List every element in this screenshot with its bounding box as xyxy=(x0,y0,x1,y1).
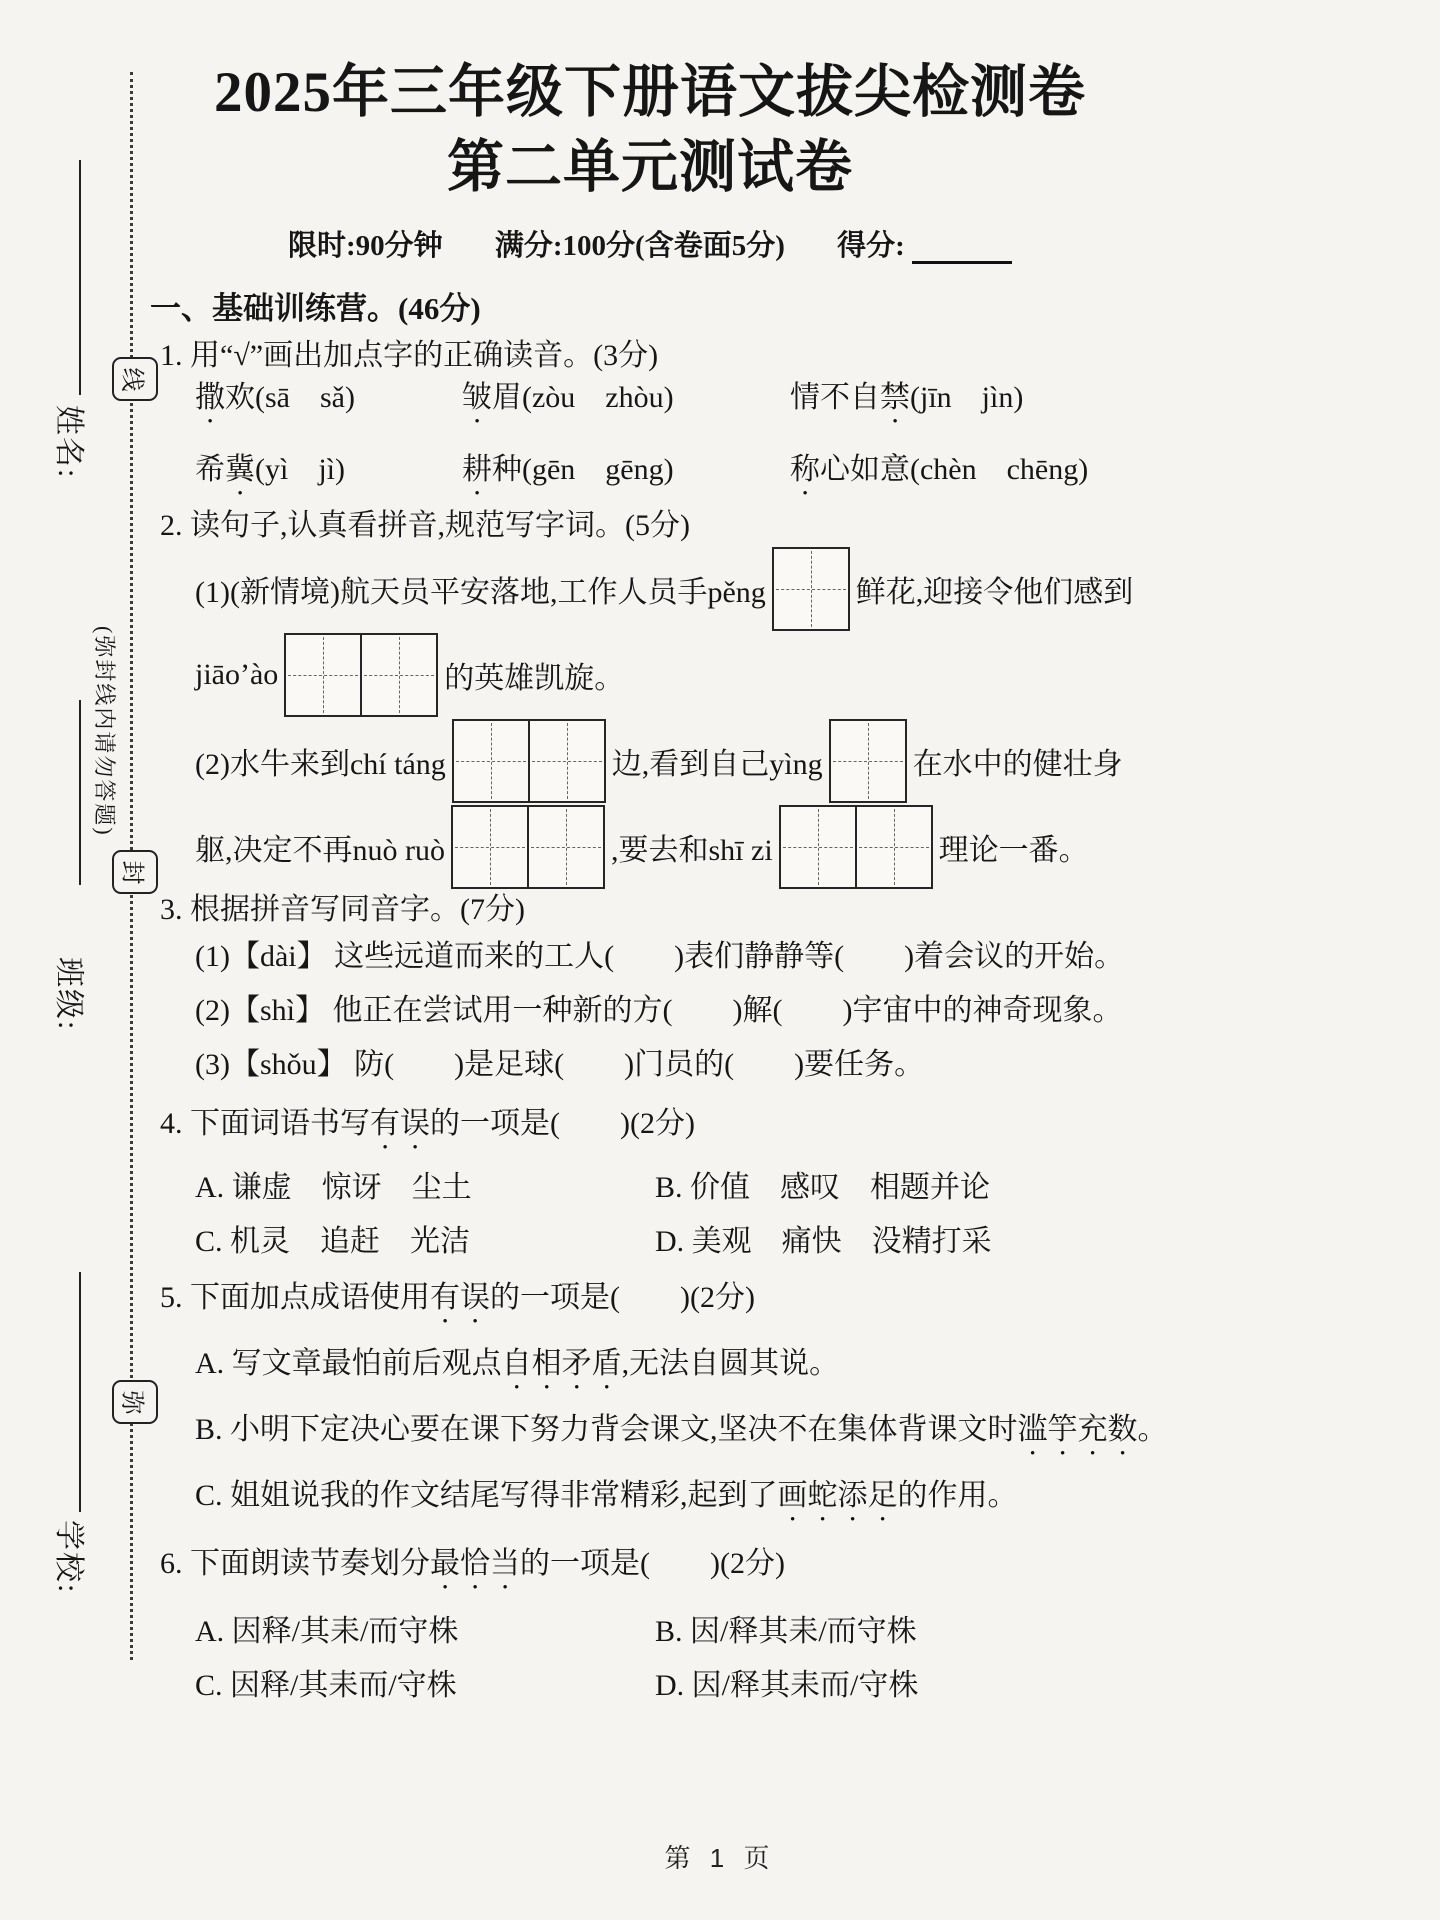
dotted-phrase: 有误 xyxy=(370,1107,430,1140)
writing-grid-1cell xyxy=(829,719,907,803)
exam-title-line1: 2025年三年级下册语文拔尖检测卷 xyxy=(214,61,1086,124)
time-limit: 限时:90分钟 xyxy=(287,230,443,262)
stamp-mi-box xyxy=(112,1380,158,1424)
stamp-seal-char: 封 xyxy=(118,860,145,884)
q6-option-d: D. 因/释其耒而/守株 xyxy=(655,1669,919,1702)
stamp-mi-char: 弥 xyxy=(118,1390,145,1414)
q6-options-row2 xyxy=(150,1666,1150,1706)
stamp-line-box xyxy=(112,357,158,401)
q2-part1-line1 xyxy=(150,546,1150,632)
q2-text: (1)(新情境)航天员平安落地,工作人员手pěng xyxy=(195,576,766,609)
q2-stem: 2. 读句子,认真看拼音,规范写字词。(5分) xyxy=(160,509,690,542)
stamp-seal-box xyxy=(112,850,158,894)
page-footer: 第 1 页 xyxy=(664,1843,776,1873)
q1-stem: 1. 用“√”画出加点字的正确读音。(3分) xyxy=(160,339,659,372)
q6-option-c: C. 因释/其耒而/守株 xyxy=(195,1669,457,1702)
dotted-char: 称 xyxy=(790,453,820,486)
q6-stem: 6. 下面朗读节奏划分最恰当的一项是( )(2分) xyxy=(160,1547,785,1580)
school-blank-line xyxy=(79,1272,81,1512)
dotted-phrase: 有误 xyxy=(430,1281,490,1314)
exam-title-line2: 第二单元测试卷 xyxy=(447,136,853,199)
q2-text: ,要去和shī zi xyxy=(611,834,773,867)
exam-content xyxy=(150,55,1168,1706)
q3-line3: (3)【shǒu】 防( )是足球( )门员的( )要任务。 xyxy=(195,1048,925,1081)
dotted-idiom: 滥竽充数 xyxy=(1017,1413,1138,1446)
writing-grid-1cell xyxy=(772,547,850,631)
writing-grid-2cell xyxy=(284,633,438,717)
q1-item-qingbuzijin: 情不自禁(jīn jìn) xyxy=(790,381,1024,414)
dotted-char: 皱 xyxy=(462,381,492,414)
q1-item-sahuan: 撒欢(sā sǎ) xyxy=(195,381,355,414)
q1-item-xiji: 希冀(yì jì) xyxy=(195,453,345,486)
q4-options-row1 xyxy=(150,1168,1150,1208)
school-field xyxy=(49,1272,95,1594)
seal-note: (弥封线内请勿答题) xyxy=(92,626,117,837)
dotted-char: 耕 xyxy=(462,453,492,486)
q4-stem: 4. 下面词语书写有误的一项是( )(2分) xyxy=(160,1107,695,1140)
q4-option-b: B. 价值 感叹 相题并论 xyxy=(655,1171,991,1204)
q5-option-b: B. 小明下定决心要在课下努力背会课文,坚决不在集体背课文时滥竽充数。 xyxy=(195,1413,1168,1446)
class-field xyxy=(49,700,95,1031)
q5-option-c: C. 姐姐说我的作文结尾写得非常精彩,起到了画蛇添足的作用。 xyxy=(195,1479,1018,1512)
q2-part2-line1 xyxy=(150,718,1150,804)
score-blank xyxy=(912,229,1012,264)
exam-info-line xyxy=(150,223,1150,264)
q3-line2: (2)【shì】 他正在尝试用一种新的方( )解( )宇宙中的神奇现象。 xyxy=(195,994,1123,1027)
q1-item-gengzhong: 耕种(gēn gēng) xyxy=(462,453,674,486)
q2-text: 躯,决定不再nuò ruò xyxy=(195,834,445,867)
q1-item-zhoumei: 皱眉(zòu zhòu) xyxy=(462,381,674,414)
q6-option-a: A. 因释/其耒/而守株 xyxy=(195,1615,459,1648)
dotted-char: 撒 xyxy=(195,381,225,414)
section1-heading: 一、基础训练营。(46分) xyxy=(150,291,481,326)
full-score: 满分:100分(含卷面5分) xyxy=(494,230,785,262)
dotted-phrase: 最恰当 xyxy=(430,1547,520,1580)
q2-part2-line2 xyxy=(150,804,1150,890)
q4-option-a: A. 谦虚 惊讶 尘土 xyxy=(195,1171,472,1204)
score-label: 得分: xyxy=(837,230,905,262)
q6-options-row1 xyxy=(150,1612,1150,1652)
dotted-char: 禁 xyxy=(880,381,910,414)
q2-text: 的英雄凯旋。 xyxy=(444,662,625,695)
dotted-char: 冀 xyxy=(225,453,255,486)
school-label: 学校: xyxy=(52,1520,85,1595)
stamp-line-char: 线 xyxy=(118,367,145,391)
q1-row1 xyxy=(150,378,1150,430)
q2-part1-line2 xyxy=(150,632,1150,718)
writing-grid-2cell xyxy=(779,805,933,889)
q6-option-b: B. 因/释其耒/而守株 xyxy=(655,1615,917,1648)
writing-grid-2cell xyxy=(452,719,606,803)
q2-text: jiāo’ào xyxy=(195,658,279,691)
q1-item-chenxinruyi: 称心如意(chèn chēng) xyxy=(790,453,1089,486)
class-label: 班级: xyxy=(52,957,85,1032)
q2-text: (2)水牛来到chí táng xyxy=(195,748,446,781)
dotted-idiom: 画蛇添足 xyxy=(777,1479,898,1512)
q4-option-c: C. 机灵 追赶 光洁 xyxy=(195,1225,471,1258)
q3-stem: 3. 根据拼音写同音字。(7分) xyxy=(160,893,525,926)
writing-grid-2cell xyxy=(451,805,605,889)
q3-line1: (1)【dài】 这些远道而来的工人( )表们静静等( )着会议的开始。 xyxy=(195,940,1125,973)
q2-text: 边,看到自己yìng xyxy=(611,748,823,781)
q5-stem: 5. 下面加点成语使用有误的一项是( )(2分) xyxy=(160,1281,755,1314)
name-label: 姓名: xyxy=(52,405,85,480)
q5-option-a: A. 写文章最怕前后观点自相矛盾,无法自圆其说。 xyxy=(195,1347,840,1380)
q2-text: 鲜花,迎接令他们感到 xyxy=(855,576,1134,609)
q4-options-row2 xyxy=(150,1222,1150,1262)
class-blank-line xyxy=(79,700,81,885)
q2-text: 在水中的健壮身 xyxy=(912,748,1123,781)
dotted-idiom: 自相矛盾 xyxy=(501,1347,622,1380)
q1-row2 xyxy=(150,450,1150,502)
name-blank-line xyxy=(79,160,81,395)
score-group xyxy=(837,230,1012,262)
name-field xyxy=(49,160,95,479)
q2-text: 理论一番。 xyxy=(938,834,1089,867)
q4-option-d: D. 美观 痛快 没精打采 xyxy=(655,1225,992,1258)
